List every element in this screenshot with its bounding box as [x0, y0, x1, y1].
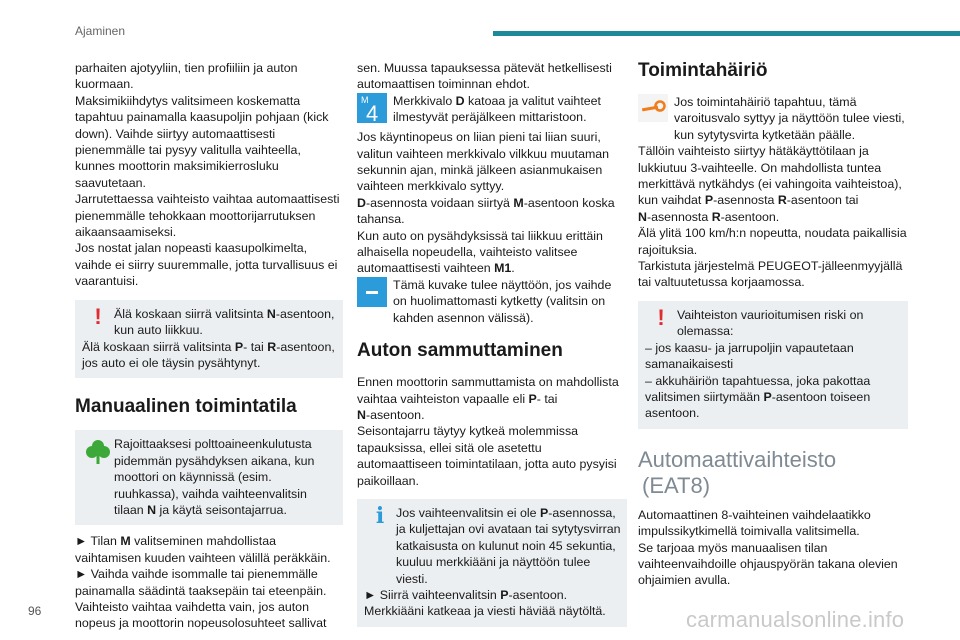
paragraph: Älä ylitä 100 km/h:n nopeutta, noudata paikallisia rajoituksia.	[638, 226, 907, 257]
eco-text: Rajoittaaksesi polttoaineenkulutusta pidemmän pysähdyksen aikana, kun moottori on käynnissä (esim. ruuhkassa), vaihda vaihteenvalitsin tilaan N ja käytä seisontajarrua.	[114, 437, 315, 517]
warning-text: Vaihteiston vaurioitumisen riski on olemassa:	[677, 307, 864, 339]
paragraph: Jarrutettaessa vaihteisto vaihtaa automaattisesti pienemmälle tehokkaan moottorijarrutuksen aikaansaamiseksi.	[75, 192, 340, 240]
m4-icon-digit: 4	[366, 100, 379, 123]
section-big-heading: Automaattivaihteisto (EAT8)	[638, 446, 837, 498]
svg-text:M: M	[361, 94, 369, 105]
wrench-warning-icon	[638, 94, 668, 126]
info-text: ► Siirrä vaihteenvalitsin P-asentoon.	[364, 587, 568, 602]
paragraph: parhaiten ajotyyliin, tien profiiliin ja auton kuormaan.	[75, 61, 298, 92]
gear-dash-indicator-icon	[357, 277, 387, 311]
paragraph: Tarkistuta järjestelmä PEUGEOT-jälleenmyyjällä tai valtuutetussa korjaamossa.	[638, 259, 903, 290]
paragraph: Se tarjoaa myös manuaalisen tilan vaihteenvaihdoille ohjauspyörän takana olevien ohjaimien avulla.	[638, 540, 898, 588]
leaf-icon	[82, 436, 114, 518]
paragraph: Merkkivalo D katoaa ja valitut vaihteet ilmestyvät peräjälkeen mittaristoon.	[393, 93, 601, 125]
info-text: Merkkiääni katkeaa ja viesti häviää näytöltä.	[364, 604, 606, 619]
paragraph: Vaihteisto vaihtaa vaihdetta vain, jos auton nopeus ja moottorin nopeusolosuhteet sallivat	[75, 599, 327, 631]
paragraph: Tämä kuvake tulee näyttöön, jos vaihde on huolimattomasti kytketty (valitsin on kahden asennon välissä).	[393, 277, 612, 325]
info-text: Jos vaihteenvalitsin ei ole P-asennossa, ja kuljettajan ovi avataan tai sytytysvirran katkaisusta on kulunut noin 45 sekuntia, kuuluu merkkiääni ja näyttöön tulee viesti.	[396, 505, 621, 586]
paragraph: Jos nostat jalan nopeasti kaasupolkimelta, vaihde ei siirry suuremmalle, jotta turvallisuus ei vaarantuisi.	[75, 241, 338, 289]
paragraph: Jos toimintahäiriö tapahtuu, tämä varoitusvalo syttyy ja näyttöön tulee viesti, kun sytytysvirta kytketään päälle.	[674, 95, 905, 142]
paragraph: Seisontajarru täytyy kytkeä molemmissa tapauksissa, ellei sitä ole asetettu automaattiseen toimintatilaan, jotta auto pysyisi paikoillaan.	[357, 424, 617, 488]
column-right	[638, 60, 908, 589]
warning-list-item: – akkuhäiriön tapahtuessa, joka pakottaa valitsimen siirtymään P-asentoon toiseen asentoon.	[645, 373, 871, 421]
column-middle	[357, 60, 627, 634]
info-notice	[357, 499, 627, 627]
warning-notice	[638, 301, 908, 429]
paragraph: Automaattinen 8-vaihteinen vaihdelaatikko impulssikytkimellä toimivalla valitsimella.	[638, 507, 871, 539]
info-icon: i	[375, 502, 385, 529]
eco-notice	[75, 430, 343, 525]
paragraph: Tällöin vaihteisto siirtyy hätäkäyttötilaan ja lukkiutuu 3-vaihteelle. On mahdollista tuntea merkittävä nytkähdys (ei vahingoita vaihteistoa), kun vaihdat P-asennosta R-asentoon tai N-asennosta R-asentoon.	[638, 144, 902, 224]
paragraph: sen. Muussa tapauksessa pätevät hetkellisesti automaattisen toiminnan ehdot.	[357, 61, 612, 92]
warning-text: Älä koskaan siirrä valitsinta P- tai R-asentoon, jos auto ei ole täysin pysähtynyt.	[82, 339, 335, 370]
warning-text: Älä koskaan siirrä valitsinta N-asentoon, kun auto liikkuu.	[114, 306, 335, 338]
warning-exclamation-icon: !	[657, 304, 665, 330]
section-heading: Toimintahäiriö	[638, 60, 768, 81]
warning-exclamation-icon: !	[94, 303, 102, 329]
warning-notice	[75, 300, 343, 379]
paragraph: ► Tilan M valitseminen mahdollistaa vaihtamisen kuuden vaihteen välillä peräkkäin.	[75, 534, 331, 565]
header-accent-bar	[493, 31, 960, 36]
gear-m4-indicator-icon	[357, 93, 387, 127]
paragraph: Ennen moottorin sammuttamista on mahdollista vaihtaa vaihteiston vapaalle eli P- tai N-asentoon.	[357, 375, 619, 422]
paragraph: D-asennosta voidaan siirtyä M-asentoon koska tahansa.	[357, 195, 615, 227]
column-left	[75, 60, 343, 632]
paragraph: Maksimikiihdytys valitsimeen koskematta tapahtuu painamalla kaasupoljin pohjaan (kick down). Vaihde siirtyy automaattisesti pienemmälle tai pysyy valitulla vaihteella, kunnes moottorin maksimikierrosluku saavutetaan.	[75, 93, 329, 190]
page-number: 96	[28, 604, 42, 618]
paragraph: Kun auto on pysähdyksissä tai liikkuu erittäin alhaisella nopeudella, vaihteisto valitsee automaattisesti vaihteen M1.	[357, 228, 603, 276]
paragraph: ► Vaihda vaihde isommalle tai pienemmälle painamalla säädintä taaksepäin tai eteenpäin.	[75, 567, 327, 598]
section-heading: Manuaalinen toimintatila	[75, 396, 297, 418]
section-label: Ajaminen	[75, 24, 126, 38]
paragraph: Jos käyntinopeus on liian pieni tai liian suuri, valitun vaihteen merkkivalo vilkkuu muutaman sekunnin ajan, minkä jälkeen asianmukaisen vaihteen merkkivalo syttyy.	[357, 130, 610, 194]
warning-list-item: – jos kaasu- ja jarrupoljin vapautetaan samanaikaisesti	[645, 340, 854, 372]
watermark: carmanualsonline.info	[686, 607, 905, 632]
section-heading: Auton sammuttaminen	[357, 340, 563, 362]
